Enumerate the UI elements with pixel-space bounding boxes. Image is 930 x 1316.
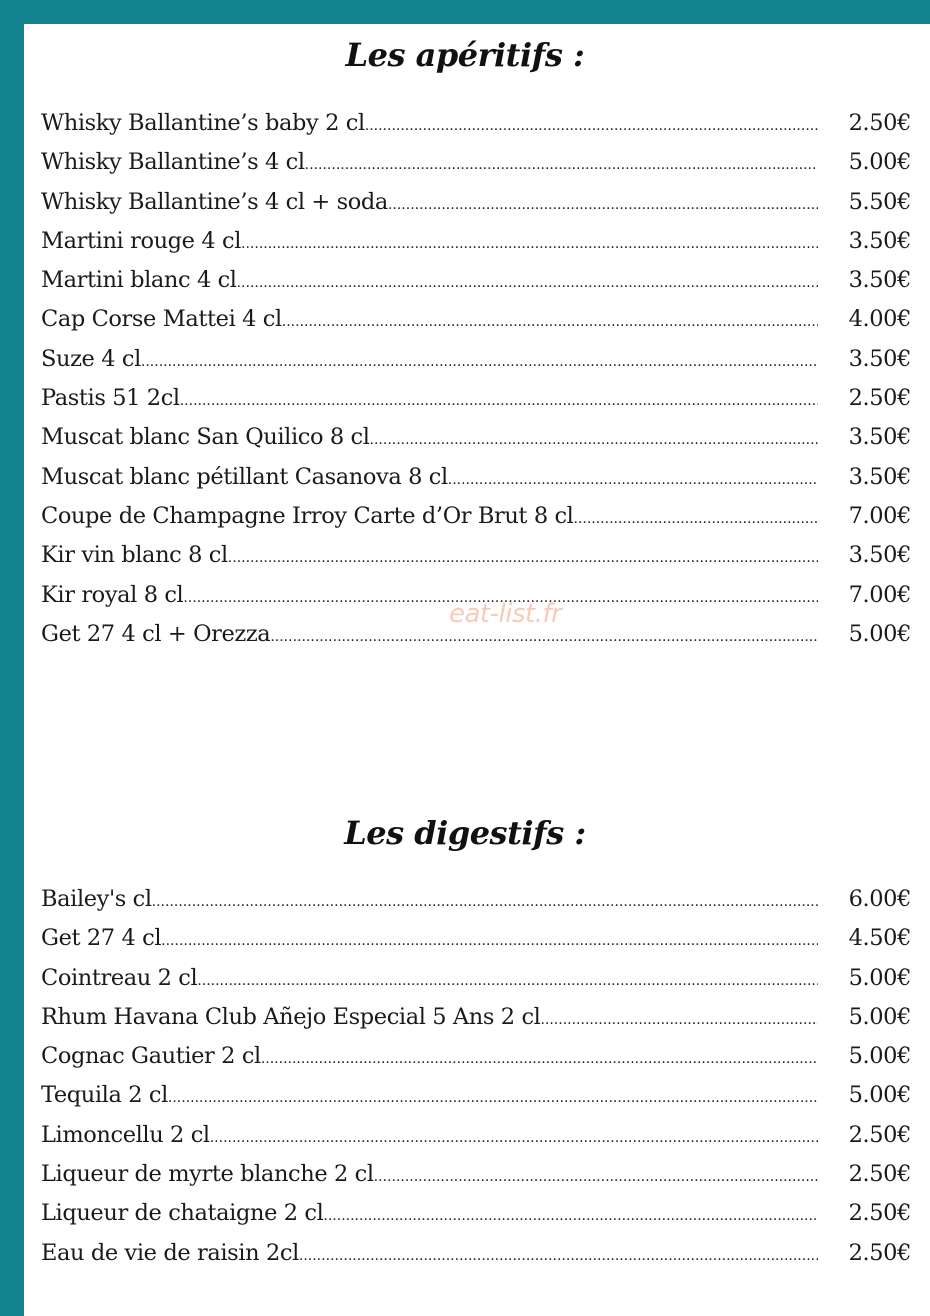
menu-item-row bbox=[41, 1076, 911, 1115]
menu-item-name: Get 27 4 cl bbox=[41, 925, 162, 952]
dot-leader bbox=[161, 922, 818, 961]
menu-item-price: 3.50€ bbox=[848, 542, 911, 569]
menu-item-price: 3.50€ bbox=[848, 227, 911, 254]
dot-leader bbox=[261, 1040, 818, 1079]
dot-leader bbox=[228, 539, 818, 578]
dot-leader bbox=[365, 107, 818, 146]
menu-item-row bbox=[41, 959, 911, 998]
menu-item-name: Tequila 2 cl bbox=[41, 1082, 168, 1109]
menu-item-row bbox=[41, 143, 911, 182]
menu-item-name: Cap Corse Mattei 4 cl bbox=[41, 306, 282, 333]
dot-leader bbox=[210, 1119, 818, 1158]
menu-item-price: 2.50€ bbox=[848, 1161, 911, 1188]
dot-leader bbox=[168, 1079, 818, 1118]
menu-item-price: 5.00€ bbox=[848, 964, 911, 991]
menu-item-row bbox=[41, 300, 911, 339]
menu-item-row bbox=[41, 1116, 911, 1155]
menu-item-name: Whisky Ballantine’s baby 2 cl bbox=[41, 110, 365, 136]
menu-item-name: Pastis 51 2cl bbox=[41, 385, 180, 412]
menu-item-price: 6.00€ bbox=[848, 886, 911, 912]
menu-item-row bbox=[41, 880, 911, 919]
menu-item-price: 5.00€ bbox=[848, 1043, 911, 1070]
aperitifs-title: Les apéritifs : bbox=[345, 36, 585, 74]
menu-item-price: 5.00€ bbox=[848, 1082, 911, 1109]
menu-item-row bbox=[41, 183, 911, 222]
menu-item-row bbox=[41, 998, 911, 1037]
dot-leader bbox=[370, 421, 818, 460]
menu-item-price: 7.00€ bbox=[848, 581, 911, 608]
menu-item-name: Suze 4 cl bbox=[41, 345, 141, 372]
dot-leader bbox=[305, 146, 818, 185]
menu-item-row bbox=[41, 458, 911, 497]
menu-item-name: Coupe de Champagne Irroy Carte d’Or Brut 8 cl bbox=[41, 502, 574, 529]
dot-leader bbox=[573, 500, 818, 539]
menu-item-name: Get 27 4 cl + Orezza bbox=[41, 620, 271, 647]
menu-item-name: Bailey's cl bbox=[41, 886, 152, 912]
menu-item-name: Whisky Ballantine’s 4 cl bbox=[41, 149, 305, 176]
dot-leader bbox=[448, 461, 818, 500]
menu-item-row bbox=[41, 340, 911, 379]
menu-item-price: 7.00€ bbox=[848, 502, 911, 529]
menu-item-name: Eau de vie de raisin 2cl bbox=[41, 1239, 299, 1266]
menu-item-name: Muscat blanc San Quilico 8 cl bbox=[41, 424, 370, 451]
dot-leader bbox=[152, 883, 818, 922]
menu-item-row bbox=[41, 1234, 911, 1273]
menu-item-row bbox=[41, 261, 911, 300]
menu-item-price: 2.50€ bbox=[848, 385, 911, 412]
menu-item-price: 2.50€ bbox=[848, 1121, 911, 1148]
menu-item-name: Martini rouge 4 cl bbox=[41, 227, 242, 254]
dot-leader bbox=[282, 303, 818, 342]
menu-item-name: Limoncellu 2 cl bbox=[41, 1121, 210, 1148]
dot-leader bbox=[141, 343, 818, 382]
aperitifs-list bbox=[41, 104, 911, 654]
menu-item-row bbox=[41, 418, 911, 457]
menu-item-price: 2.50€ bbox=[848, 110, 911, 136]
menu-item-row bbox=[41, 919, 911, 958]
menu-item-name: Whisky Ballantine’s 4 cl + soda bbox=[41, 188, 388, 215]
menu-item-row bbox=[41, 1194, 911, 1233]
menu-item-name: Martini blanc 4 cl bbox=[41, 267, 237, 294]
menu-item-price: 5.00€ bbox=[848, 1003, 911, 1030]
menu-item-row bbox=[41, 536, 911, 575]
menu-item-price: 2.50€ bbox=[848, 1239, 911, 1266]
menu-item-row bbox=[41, 1155, 911, 1194]
menu-item-price: 5.50€ bbox=[848, 188, 911, 215]
dot-leader bbox=[323, 1197, 818, 1236]
menu-item-price: 4.00€ bbox=[848, 306, 911, 333]
menu-item-name: Cointreau 2 cl bbox=[41, 964, 198, 991]
dot-leader bbox=[388, 186, 818, 225]
menu-item-name: Liqueur de chataigne 2 cl bbox=[41, 1200, 324, 1227]
menu-item-name: Kir royal 8 cl bbox=[41, 581, 184, 608]
menu-item-price: 3.50€ bbox=[848, 267, 911, 294]
menu-item-row bbox=[41, 222, 911, 261]
menu-item-name: Kir vin blanc 8 cl bbox=[41, 542, 228, 569]
dot-leader bbox=[197, 962, 818, 1001]
menu-page bbox=[24, 24, 930, 1316]
menu-item-name: Liqueur de myrte blanche 2 cl bbox=[41, 1161, 374, 1188]
menu-item-row bbox=[41, 1037, 911, 1076]
menu-item-price: 3.50€ bbox=[848, 424, 911, 451]
menu-item-price: 5.00€ bbox=[848, 620, 911, 647]
menu-item-price: 2.50€ bbox=[848, 1200, 911, 1227]
menu-item-name: Cognac Gautier 2 cl bbox=[41, 1043, 261, 1070]
dot-leader bbox=[241, 225, 818, 264]
menu-item-row bbox=[41, 497, 911, 536]
digestifs-title: Les digestifs : bbox=[344, 814, 586, 852]
dot-leader bbox=[180, 382, 818, 421]
watermark: eat-list.fr bbox=[449, 599, 562, 629]
menu-item-name: Muscat blanc pétillant Casanova 8 cl bbox=[41, 463, 448, 490]
dot-leader bbox=[540, 1001, 818, 1040]
digestifs-list bbox=[41, 880, 911, 1273]
menu-item-row bbox=[41, 379, 911, 418]
dot-leader bbox=[299, 1237, 818, 1276]
menu-item-row bbox=[41, 104, 911, 143]
menu-item-price: 3.50€ bbox=[848, 345, 911, 372]
menu-item-price: 5.00€ bbox=[848, 149, 911, 176]
menu-item-name: Rhum Havana Club Añejo Especial 5 Ans 2 cl bbox=[41, 1003, 541, 1030]
menu-item-price: 4.50€ bbox=[848, 925, 911, 952]
dot-leader bbox=[237, 264, 818, 303]
dot-leader bbox=[374, 1158, 818, 1197]
menu-item-price: 3.50€ bbox=[848, 463, 911, 490]
